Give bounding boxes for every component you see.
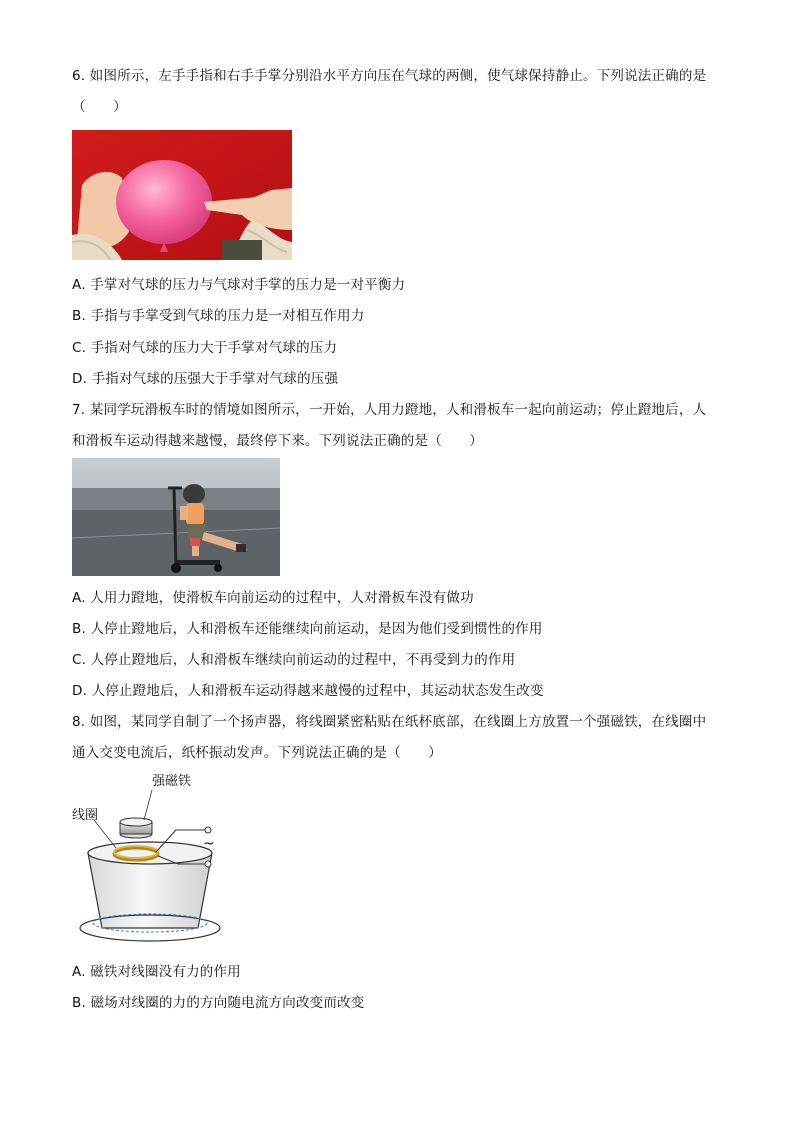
q6-option-d: D. 手指对气球的压强大于手掌对气球的压强: [72, 371, 339, 387]
q6-option-c: C. 手指对气球的压力大于手掌对气球的压力: [72, 340, 338, 356]
q7-option-a: A. 人用力蹬地，使滑板车向前运动的过程中，人对滑板车没有做功: [72, 590, 474, 606]
balloon-photo-image: [72, 130, 292, 260]
q7-stem-line2: 和滑板车运动得越来越慢，最终停下来。下列说法正确的是（ ）: [72, 433, 483, 449]
q6-option-a: A. 手掌对气球的压力与气球对手掌的压力是一对平衡力: [72, 277, 406, 293]
q8-option-b: B. 磁场对线圈的力的方向随电流方向改变而改变: [72, 995, 365, 1011]
q8-stem-line1: 8. 如图，某同学自制了一个扬声器，将线圈紧密粘贴在纸杯底部，在线圈上方放置一个强磁铁，在线圈中: [72, 714, 707, 730]
speaker-diagram-svg: [72, 768, 232, 953]
q7-option-c: C. 人停止蹬地后，人和滑板车继续向前运动的过程中，不再受到力的作用: [72, 652, 516, 668]
label-ac: ~: [203, 836, 215, 852]
q7-stem-line1: 7. 某同学玩滑板车时的情境如图所示，一开始，人用力蹬地，人和滑板车一起向前运动；停止蹬地后，人: [72, 402, 707, 418]
scooter-photo-image: [72, 458, 280, 576]
q7-option-d: D. 人停止蹬地后，人和滑板车运动得越来越慢的过程中，其运动状态发生改变: [72, 683, 544, 699]
label-magnet: 强磁铁: [152, 774, 192, 789]
q6-option-b: B. 手指与手掌受到气球的压力是一对相互作用力: [72, 308, 365, 324]
q7-scooter-photo: [72, 458, 280, 576]
q8-stem-line2: 通入交变电流后，纸杯振动发声。下列说法正确的是（ ）: [72, 745, 442, 761]
q6-stem-line1: 6. 如图所示，左手手指和右手手掌分别沿水平方向压在气球的两侧，使气球保持静止。下列说法正确的是: [72, 68, 707, 84]
label-coil: 线圈: [72, 808, 99, 823]
q8-option-a: A. 磁铁对线圈没有力的作用: [72, 964, 241, 980]
q7-option-b: B. 人停止蹬地后，人和滑板车还能继续向前运动，是因为他们受到惯性的作用: [72, 621, 543, 637]
q6-balloon-photo: [72, 130, 292, 260]
q6-stem-line2: （ ）: [72, 99, 127, 115]
q8-speaker-diagram: [72, 768, 232, 953]
